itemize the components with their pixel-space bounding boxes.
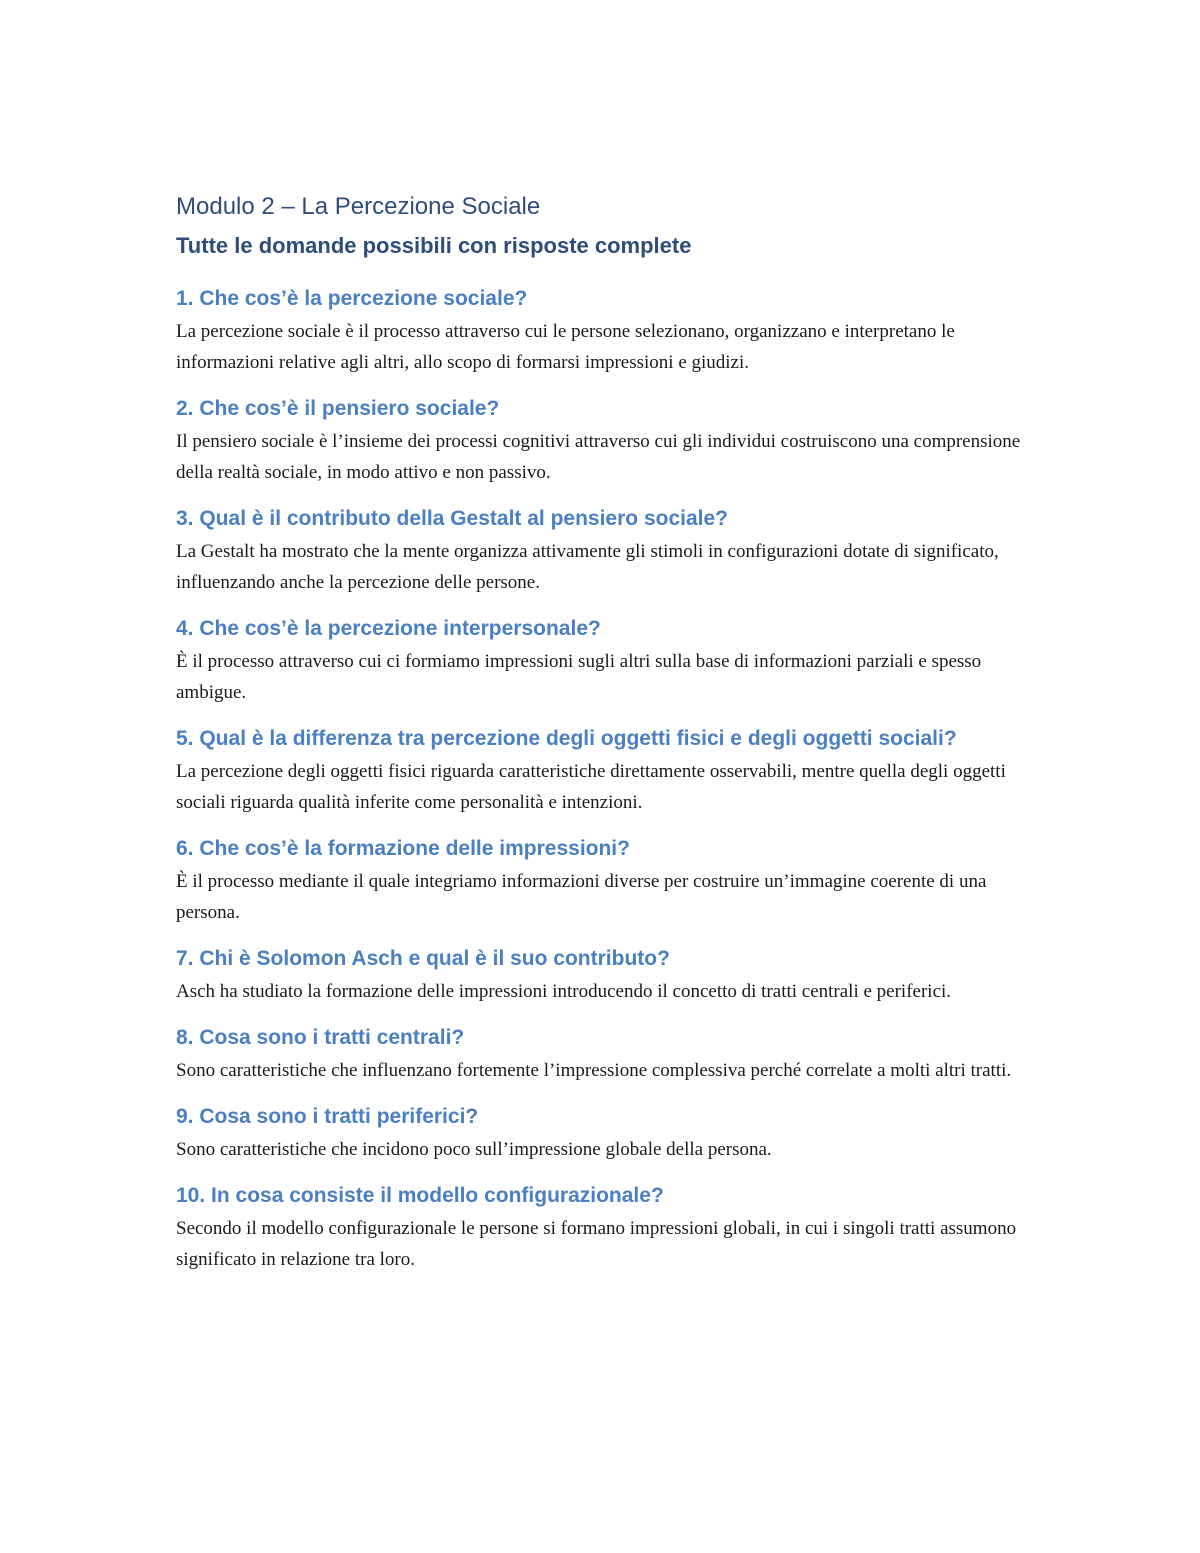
answer-paragraph: Sono caratteristiche che incidono poco sull’impressione globale della persona. [176, 1139, 772, 1160]
answer-paragraph: È il processo mediante il quale integriamo informazioni diverse per costruire un’immagine coerente di una persona. [176, 871, 987, 923]
answer-paragraph: Sono caratteristiche che influenzano fortemente l’impressione complessiva perché correlate a molti altri tratti. [176, 1060, 1012, 1081]
qa-item-3 [176, 504, 1036, 598]
qa-item-9 [176, 1102, 1036, 1165]
qa-item-5 [176, 724, 1036, 818]
qa-item-2 [176, 394, 1036, 488]
question-heading: 10. In cosa consiste il modello configurazionale? [176, 1184, 664, 1207]
answer-paragraph: Asch ha studiato la formazione delle impressioni introducendo il concetto di tratti centrali e periferici. [176, 981, 952, 1002]
answer-paragraph: Il pensiero sociale è l’insieme dei processi cognitivi attraverso cui gli individui costruiscono una comprensione della realtà sociale, in modo attivo e non passivo. [176, 431, 1021, 483]
question-heading: 7. Chi è Solomon Asch e qual è il suo contributo? [176, 947, 670, 970]
question-heading: 8. Cosa sono i tratti centrali? [176, 1026, 465, 1049]
question-heading: 9. Cosa sono i tratti periferici? [176, 1105, 479, 1128]
document-page [176, 190, 1036, 1275]
qa-item-8 [176, 1023, 1036, 1086]
answer-paragraph: La percezione sociale è il processo attraverso cui le persone selezionano, organizzano e interpretano le informazioni relative agli altri, allo scopo di formarsi impressioni e giudizi. [176, 321, 955, 373]
question-heading: 2. Che cos’è il pensiero sociale? [176, 397, 500, 420]
document-subtitle: Tutte le domande possibili con risposte complete [176, 233, 692, 258]
answer-paragraph: È il processo attraverso cui ci formiamo impressioni sugli altri sulla base di informazioni parziali e spesso ambigue. [176, 651, 982, 703]
question-heading: 5. Qual è la differenza tra percezione degli oggetti fisici e degli oggetti sociali? [176, 727, 957, 750]
qa-item-6 [176, 834, 1036, 928]
document-title: Modulo 2 – La Percezione Sociale [176, 193, 541, 220]
answer-paragraph: La Gestalt ha mostrato che la mente organizza attivamente gli stimoli in configurazioni dotate di significato, influenzando anche la percezione delle persone. [176, 541, 999, 593]
question-heading: 6. Che cos’è la formazione delle impressioni? [176, 837, 630, 860]
answer-paragraph: La percezione degli oggetti fisici riguarda caratteristiche direttamente osservabili, mentre quella degli oggetti sociali riguarda qualità inferite come personalità e intenzioni. [176, 761, 1006, 813]
qa-item-10 [176, 1181, 1036, 1275]
answer-paragraph: Secondo il modello configurazionale le persone si formano impressioni globali, in cui i singoli tratti assumono significato in relazione tra loro. [176, 1218, 1017, 1270]
question-heading: 4. Che cos’è la percezione interpersonale? [176, 617, 601, 640]
qa-item-1 [176, 284, 1036, 378]
qa-item-4 [176, 614, 1036, 708]
question-heading: 3. Qual è il contributo della Gestalt al pensiero sociale? [176, 507, 728, 530]
question-heading: 1. Che cos’è la percezione sociale? [176, 287, 528, 310]
qa-item-7 [176, 944, 1036, 1007]
